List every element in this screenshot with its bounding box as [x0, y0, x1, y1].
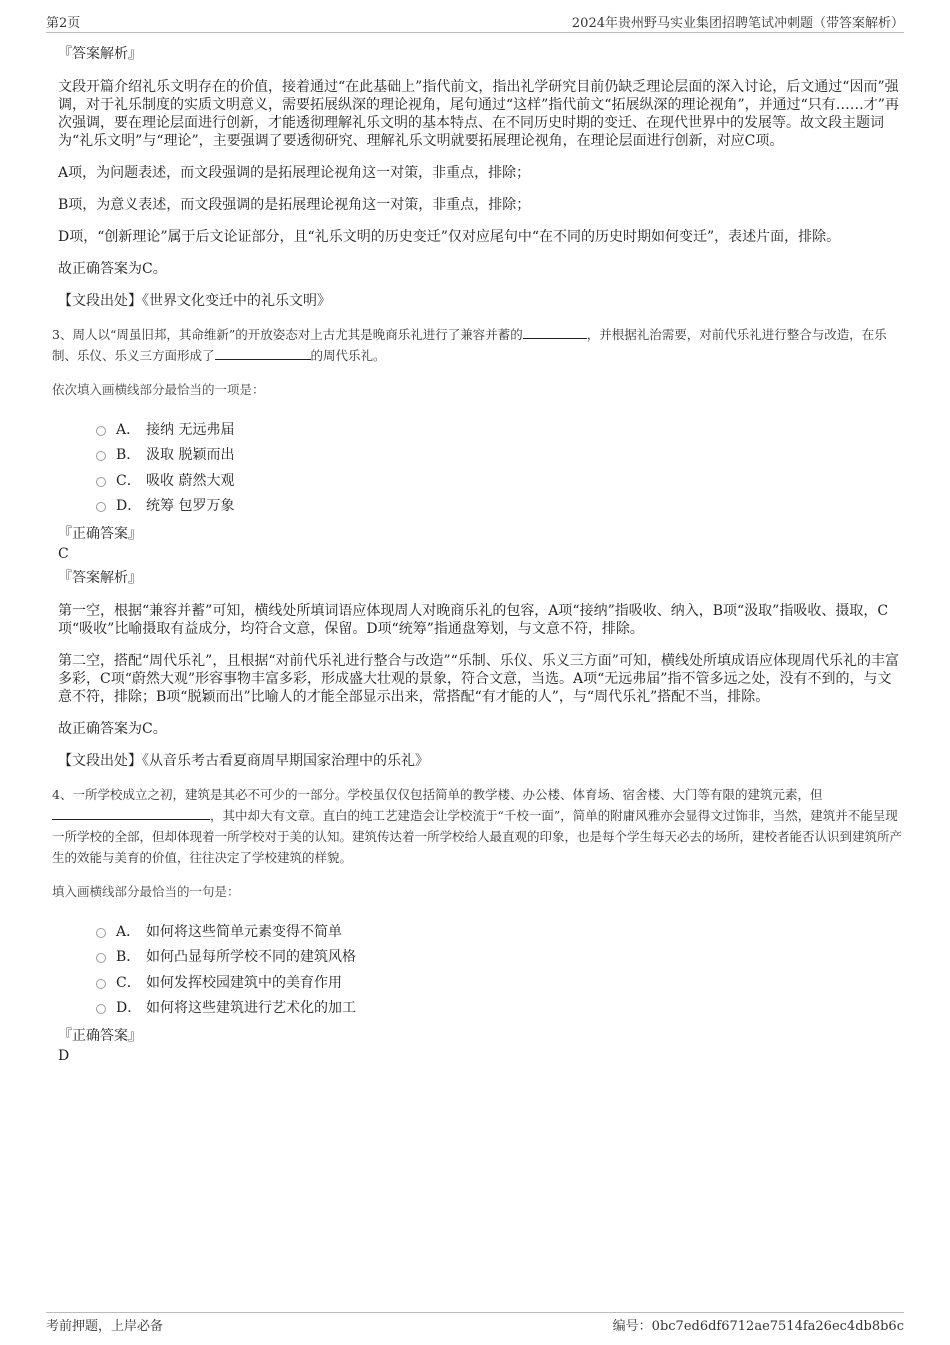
document-title: 2024年贵州野马实业集团招聘笔试冲刺题（带答案解析） — [571, 16, 904, 31]
document-id: 编号：0bc7ed6df6712ae7514fa26ec4db8b6c — [612, 1319, 904, 1334]
answer-tag: 『正确答案』 — [58, 1028, 142, 1044]
radio-icon[interactable] — [96, 502, 106, 512]
analysis-conclusion: 故正确答案为C。 — [58, 721, 167, 737]
option-b[interactable]: B． 如何凸显每所学校不同的建筑风格 — [96, 944, 904, 970]
analysis-tag: 『答案解析』 — [58, 46, 142, 62]
correct-answer: D — [58, 1048, 70, 1064]
fill-blank — [523, 326, 587, 339]
analysis-paragraph: D项，“创新理论”属于后文论证部分，且“礼乐文明的历史变迁”仅对应尾句中“在不同的历史时期如何变迁”，表述片面，排除。 — [58, 229, 841, 245]
page-number: 第2页 — [46, 16, 81, 31]
radio-icon[interactable] — [96, 979, 106, 989]
page-header — [46, 10, 904, 33]
radio-icon[interactable] — [96, 477, 106, 487]
radio-icon[interactable] — [96, 928, 106, 938]
correct-answer: C — [58, 546, 69, 562]
source-citation: 【文段出处】《世界文化变迁中的礼乐文明》 — [58, 293, 331, 309]
analysis-paragraph: B项，为意义表述，而文段强调的是拓展理论视角这一对策，非重点，排除； — [58, 197, 531, 213]
question-4-stem: 4、一所学校成立之初，建筑是其必不可少的一部分。学校虽仅仅包括简单的教学楼、办公楼、体育场、宿舍楼、大门等有限的建筑元素，但，其中却大有文章。直白的纯工艺建造会让学校流于“千校一面”，简单的附庸风雅亦会显得文过饰非，当然，建筑并不能呈现一所学校的全部，但却体现着一所学校对于美的认知。建筑传达着一所学校给人最直观的印象，也是每个学生每天必去的场所，建校者能否认识到建筑所产生的效能与美育的价值，往往决定了学校建筑的样貌。 — [52, 787, 903, 865]
analysis-paragraph: 第二空，搭配“周代乐礼”，且根据“对前代乐礼进行整合与改造”“乐制、乐仪、乐义三方面”可知，横线处所填成语应体现周代乐礼的丰富多彩，C项“蔚然大观”形容事物丰富多彩，形成盛大壮观的景象，符合文意，当选。A项“无远弗届”指不管多远之处，没有不到的，与文意不符，排除；B项“脱颖而出”比喻人的才能全部显示出来，常搭配“有才能的人”，与“周代乐礼”搭配不当，排除。 — [58, 653, 899, 705]
question-3-options — [96, 416, 904, 518]
option-a[interactable]: A． 如何将这些简单元素变得不简单 — [96, 918, 904, 944]
analysis-tag: 『答案解析』 — [58, 570, 142, 586]
question-4-prompt: 填入画横线部分最恰当的一句是： — [52, 884, 240, 899]
question-4-options — [96, 918, 904, 1020]
page-footer — [46, 1312, 904, 1333]
analysis-paragraph: A项，为问题表述，而文段强调的是拓展理论视角这一对策，非重点，排除； — [58, 165, 531, 181]
answer-tag: 『正确答案』 — [58, 526, 142, 542]
radio-icon[interactable] — [96, 451, 106, 461]
page-content — [52, 44, 904, 1070]
question-3-prompt: 依次填入画横线部分最恰当的一项是： — [52, 382, 265, 397]
option-d[interactable]: D． 统筹 包罗万象 — [96, 493, 904, 519]
analysis-paragraph: 第一空，根据“兼容并蓄”可知，横线处所填词语应体现周人对晚商乐礼的包容，A项“接纳”指吸收、纳入，B项“汲取”指吸收、摄取，C项“吸收”比喻摄取有益成分，均符合文意，保留。D项“统筹”指通盘筹划，与文意不符，排除。 — [58, 603, 889, 637]
option-d[interactable]: D． 如何将这些建筑进行艺术化的加工 — [96, 995, 904, 1021]
option-c[interactable]: C． 吸收 蔚然大观 — [96, 467, 904, 493]
footer-slogan: 考前押题，上岸必备 — [46, 1319, 164, 1334]
analysis-paragraph: 文段开篇介绍礼乐文明存在的价值，接着通过“在此基础上”指代前文，指出礼学研究目前仍缺乏理论层面的深入讨论，后文通过“因而”强调，对于礼乐制度的实质文明意义，需要拓展纵深的理论视角，尾句通过“这样”指代前文“拓展纵深的理论视角”，并通过“只有……才”再次强调，要在理论层面进行创新，才能透彻理解礼乐文明的基本特点、在不同历史时期的变迁、在现代世界中的发展等。故文段主题词为“礼乐文明”与“理论”，主要强调了要透彻研究、理解礼乐文明就要拓展理论视角，在理论层面进行创新，对应C项。 — [58, 79, 899, 149]
radio-icon[interactable] — [96, 426, 106, 436]
source-citation: 【文段出处】《从音乐考古看夏商周早期国家治理中的乐礼》 — [58, 753, 429, 769]
radio-icon[interactable] — [96, 953, 106, 963]
option-c[interactable]: C． 如何发挥校园建筑中的美育作用 — [96, 969, 904, 995]
analysis-conclusion: 故正确答案为C。 — [58, 261, 167, 277]
option-a[interactable]: A． 接纳 无远弗届 — [96, 416, 904, 442]
option-b[interactable]: B． 汲取 脱颖而出 — [96, 442, 904, 468]
question-3-stem: 3、周人以“周虽旧邦，其命维新”的开放姿态对上古尤其是晚商乐礼进行了兼容并蓄的 ，并根据礼治需要，对前代乐礼进行整合与改造，在乐制、乐仪、乐义三方面形成了 的周代乐礼。 — [52, 327, 887, 363]
radio-icon[interactable] — [96, 1004, 106, 1014]
fill-blank — [215, 347, 311, 360]
fill-blank — [52, 807, 210, 820]
